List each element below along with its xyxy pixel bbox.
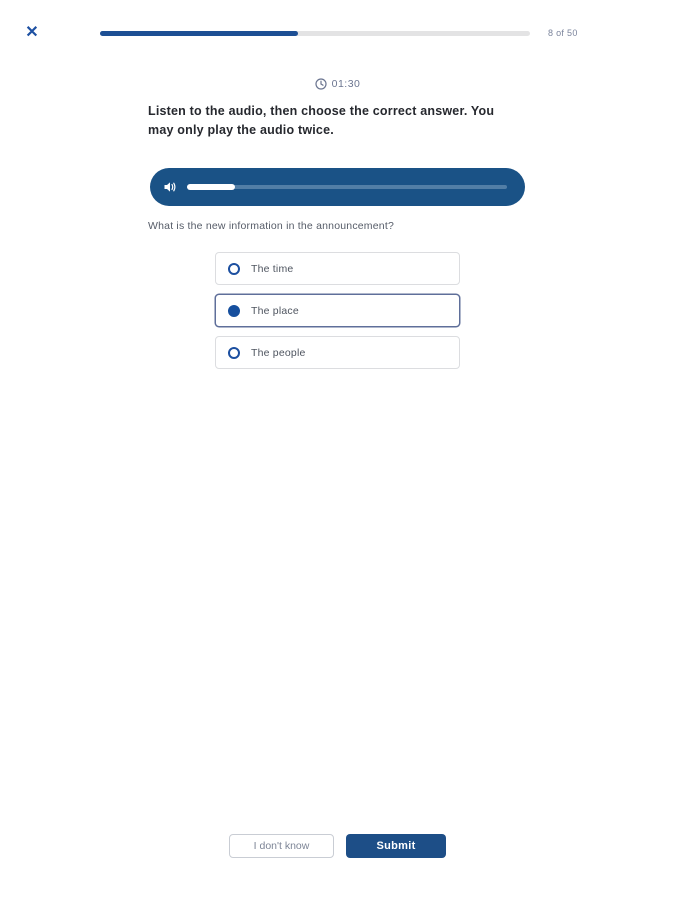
option-the-time[interactable] [215, 252, 460, 285]
option-label: The time [251, 262, 294, 275]
radio-icon [228, 305, 240, 317]
speaker-icon [163, 180, 177, 194]
question-text: What is the new information in the announcement? [148, 220, 394, 232]
submit-button[interactable]: Submit [346, 834, 446, 858]
audio-track[interactable] [187, 185, 507, 189]
option-label: The place [251, 304, 299, 317]
timer [0, 78, 675, 90]
progress-bar [100, 31, 530, 36]
option-the-place[interactable] [215, 294, 460, 327]
audio-progress-fill [187, 184, 235, 190]
close-button[interactable]: ✕ [21, 22, 43, 44]
radio-icon [228, 263, 240, 275]
clock-icon [315, 78, 327, 90]
option-the-people[interactable] [215, 336, 460, 369]
options-list [215, 252, 460, 369]
audio-player[interactable] [150, 168, 525, 206]
option-label: The people [251, 346, 306, 359]
question-counter: 8 of 50 [548, 28, 578, 38]
dont-know-button[interactable]: I don't know [229, 834, 334, 858]
radio-icon [228, 347, 240, 359]
instructions-text: Listen to the audio, then choose the correct answer. You may only play the audio twice. [148, 104, 495, 138]
timer-value: 01:30 [331, 78, 361, 90]
footer [0, 834, 675, 858]
progress-bar-fill [100, 31, 298, 36]
